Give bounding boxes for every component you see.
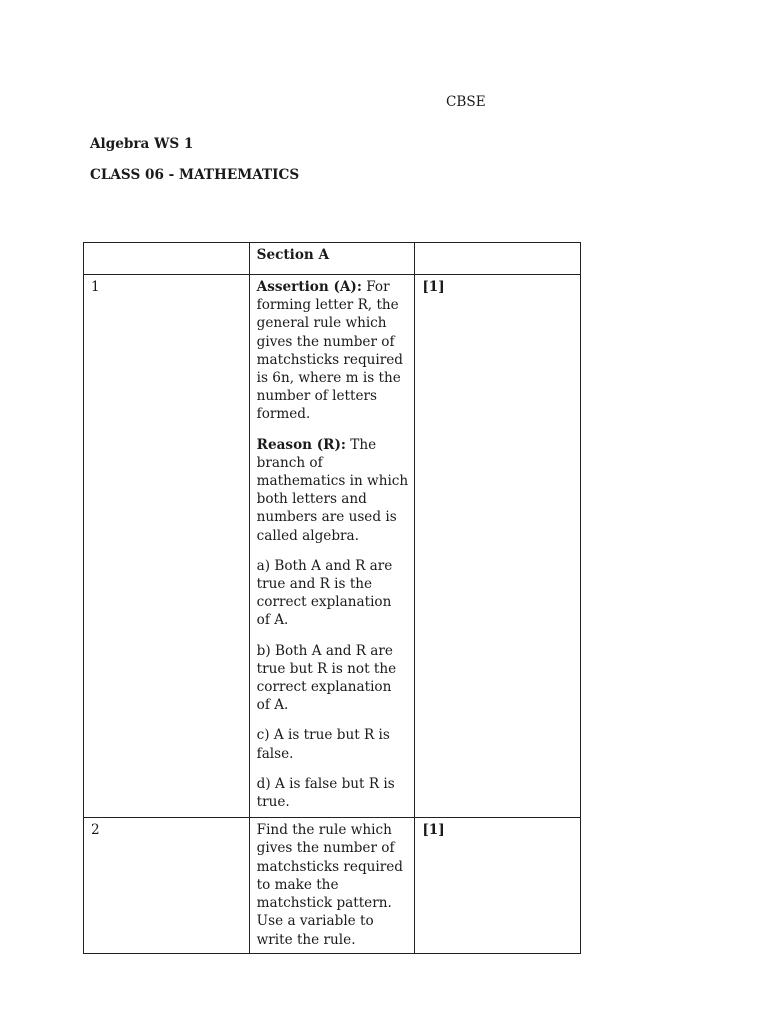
reason-text: The branch of mathematics in which both letters and numbers are used is called algebra. [256,436,409,544]
empty-cell [415,243,581,275]
table-row [84,275,581,818]
worksheet-title: Algebra WS 1 [90,136,194,152]
question-marks: [1] [415,818,581,953]
question-cell [249,275,415,818]
questions-table [83,242,581,954]
class-subject-line: CLASS 06 - MATHEMATICS [90,167,300,183]
option-d: d) A is false but R is true. [256,775,395,811]
empty-cell [84,243,250,275]
question-marks: [1] [415,275,581,818]
section-header-row [84,243,581,275]
question-number: 2 [84,818,250,953]
reason [257,436,409,545]
assertion [257,278,409,424]
table-row [84,818,581,953]
assertion-label: Assertion (A): [256,279,362,295]
board-header: CBSE [446,94,486,110]
reason-label: Reason (R): [256,436,346,453]
option-b: b) Both A and R are true but R is not the correct explanation of A. [256,642,397,714]
assertion-text: For forming letter R, the general rule which gives the number of matchsticks required is 6n, where m is the number of letters formed. [256,279,404,423]
question-text: Find the rule which gives the number of matchsticks required to make the matchstick pattern. Use a variable to write the rule. [249,818,415,953]
question-number: 1 [84,275,250,818]
section-heading: Section A [249,243,415,275]
option-c: c) A is true but R is false. [256,727,390,762]
option-a: a) Both A and R are true and R is the correct explanation of A. [256,557,393,629]
